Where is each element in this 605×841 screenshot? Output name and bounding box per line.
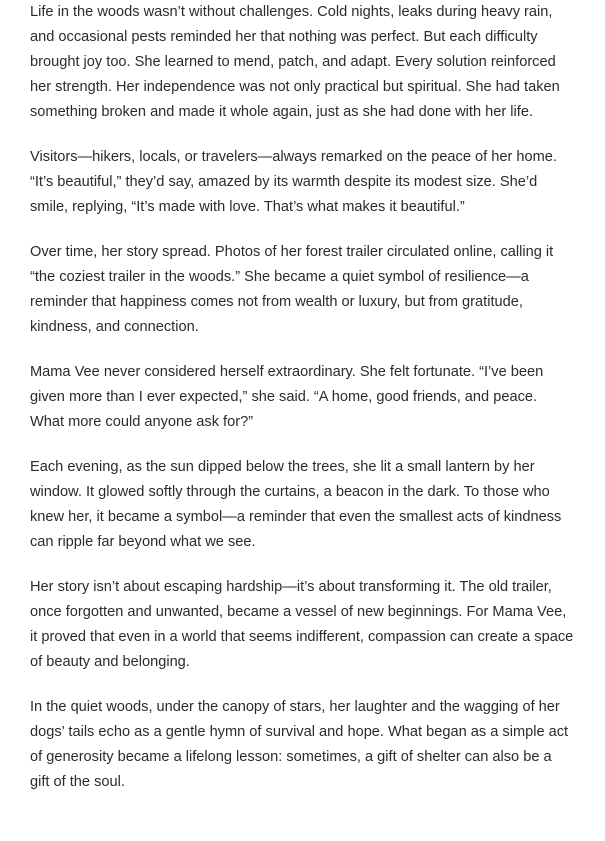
article-paragraph-6: Her story isn’t about escaping hardship—it’s about transforming it. The old trailer, once forgotten and unwanted, became a vessel of new beginnings. For Mama Vee, it proved that even in a world that seems indifferent, compassion can create a space of beauty and belonging. — [30, 579, 574, 670]
article-paragraph-2: Visitors—hikers, locals, or travelers—always remarked on the peace of her home. “It’s beautiful,” they’d say, amazed by its warmth despite its modest size. She’d smile, replying, “It’s made with love. That’s what makes it beautiful.” — [30, 149, 557, 215]
article-paragraph-7: In the quiet woods, under the canopy of stars, her laughter and the wagging of her dogs’ tails echo as a gentle hymn of survival and hope. What began as a simple act of generosity became a lifelong lesson: sometimes, a gift of shelter can also be a gift of the soul. — [30, 699, 569, 790]
article-paragraph-4: Mama Vee never considered herself extraordinary. She felt fortunate. “I’ve been given more than I ever expected,” she said. “A home, good friends, and peace. What more could anyone ask for?” — [30, 364, 544, 430]
article-paragraph-5: Each evening, as the sun dipped below the trees, she lit a small lantern by her window. It glowed softly through the curtains, a beacon in the dark. To those who knew her, it became a symbol—a reminder that even the smallest acts of kindness can ripple far beyond what we see. — [30, 459, 562, 550]
article-body — [30, 0, 575, 815]
article-paragraph-3: Over time, her story spread. Photos of her forest trailer circulated online, calling it “the coziest trailer in the woods.” She became a quiet symbol of resilience—a reminder that happiness comes not from wealth or luxury, but from gratitude, kindness, and connection. — [30, 244, 554, 335]
article-paragraph-1: Life in the woods wasn’t without challenges. Cold nights, leaks during heavy rain, and occasional pests reminded her that nothing was perfect. But each difficulty brought joy too. She learned to mend, patch, and adapt. Every solution reinforced her strength. Her independence was not only practical but spiritual. She had taken something broken and made it whole again, just as she had done with her life. — [30, 4, 560, 120]
